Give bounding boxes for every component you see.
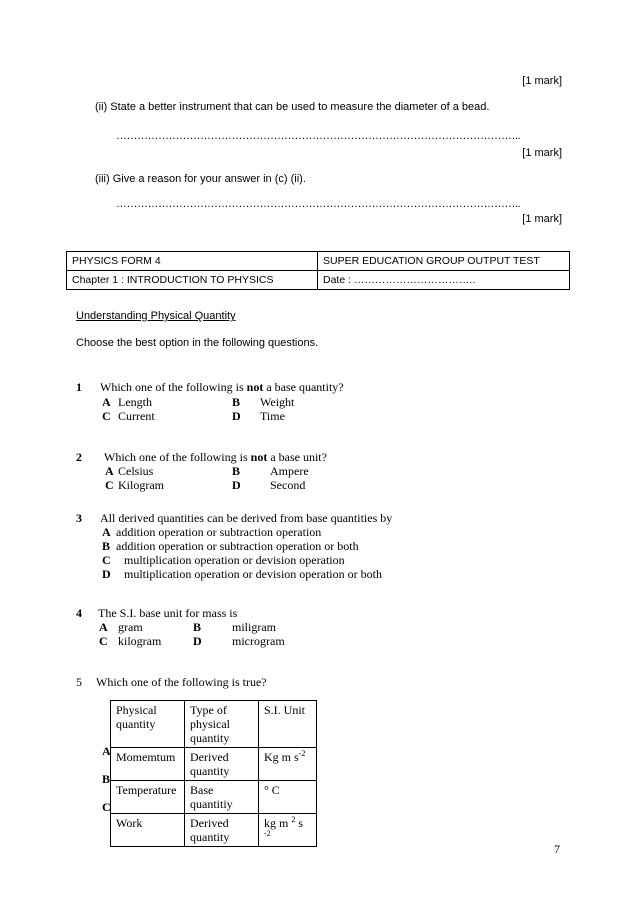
option-text: kilogram [118,634,162,648]
table-header-row [111,701,317,748]
answer-line: …………………………………………………………………………………………………….. [116,130,521,142]
table-row [111,781,317,814]
question-number: 3 [76,511,82,525]
table-row [111,814,317,847]
question-number: 1 [76,380,82,394]
option-text: multiplication operation or devision operation or both [124,567,382,581]
quantity-table [110,700,317,847]
question-5-text: Which one of the following is true? [96,675,267,689]
option-letter: C [105,478,114,492]
option-text: Celsius [118,464,154,478]
row-letter: C [102,800,111,814]
question-number: 5 [76,675,82,689]
option-text: Length [118,395,152,409]
option-text: Ampere [270,464,309,478]
header-test-name: SUPER EDUCATION GROUP OUTPUT TEST [318,252,570,271]
option-letter: C [102,553,111,567]
option-letter: D [102,567,111,581]
mark-label: [1 mark] [522,147,562,159]
option-text: Weight [260,395,295,409]
table-header-cell: S.I. Unit [259,701,317,748]
option-letter: D [232,409,241,423]
mark-label: [1 mark] [522,75,562,87]
option-letter: D [232,478,241,492]
test-header-table [66,251,570,290]
question-3-text: All derived quantities can be derived from base quantities by [100,511,393,525]
question-ii: (ii) State a better instrument that can be used to measure the diameter of a bead. [95,101,490,113]
answer-line: …………………………………………………………………………………………………….. [116,198,521,210]
option-text: miligram [232,620,276,634]
header-chapter: Chapter 1 : INTRODUCTION TO PHYSICS [67,271,318,290]
instruction: Choose the best option in the following questions. [76,337,319,349]
header-date: Date : …………………………….. [318,271,570,290]
question-iii: (iii) Give a reason for your answer in (c) (ii). [95,173,306,185]
option-text: addition operation or subtraction operation [116,525,322,539]
table-header-cell: Type of physical quantity [185,701,259,748]
table-cell: Work [111,814,185,847]
option-letter: B [193,620,202,634]
table-row [111,748,317,781]
option-text: Time [260,409,285,423]
row-letter: B [102,772,111,786]
option-letter: B [232,395,241,409]
option-text: microgram [232,634,285,648]
option-letter: B [102,539,111,553]
table-cell: Momemtum [111,748,185,781]
question-number: 2 [76,450,82,464]
question-2-text: Which one of the following is not a base unit? [104,450,327,464]
question-1-text: Which one of the following is not a base quantity? [100,380,344,394]
header-subject: PHYSICS FORM 4 [67,252,318,271]
option-letter: C [102,409,111,423]
option-text: addition operation or subtraction operation or both [116,539,359,553]
table-header-cell: Physical quantity [111,701,185,748]
question-4-text: The S.I. base unit for mass is [98,606,238,620]
table-cell: Base quantitiy [185,781,259,814]
table-cell: kg m $^2$ s $^{-2}$ [259,814,317,847]
option-text: multiplication operation or devision operation [124,553,345,567]
option-letter: A [105,464,114,478]
option-text: Kilogram [118,478,164,492]
table-cell: Temperature [111,781,185,814]
page-number: 7 [554,842,560,856]
option-letter: A [102,395,111,409]
question-number: 4 [76,606,82,620]
row-letter: A [102,744,111,758]
option-letter: D [193,634,202,648]
table-cell: Derived quantity [185,814,259,847]
option-letter: A [102,525,111,539]
option-text: Second [270,478,306,492]
option-text: Current [118,409,155,423]
table-cell: ° C [259,781,317,814]
option-letter: C [99,634,108,648]
option-letter: B [232,464,241,478]
section-title: Understanding Physical Quantity [76,310,236,322]
table-cell: Derived quantity [185,748,259,781]
table-cell: Kg m $s^{-2}$ [259,748,317,781]
mark-label: [1 mark] [522,213,562,225]
option-text: gram [118,620,143,634]
option-letter: A [99,620,108,634]
